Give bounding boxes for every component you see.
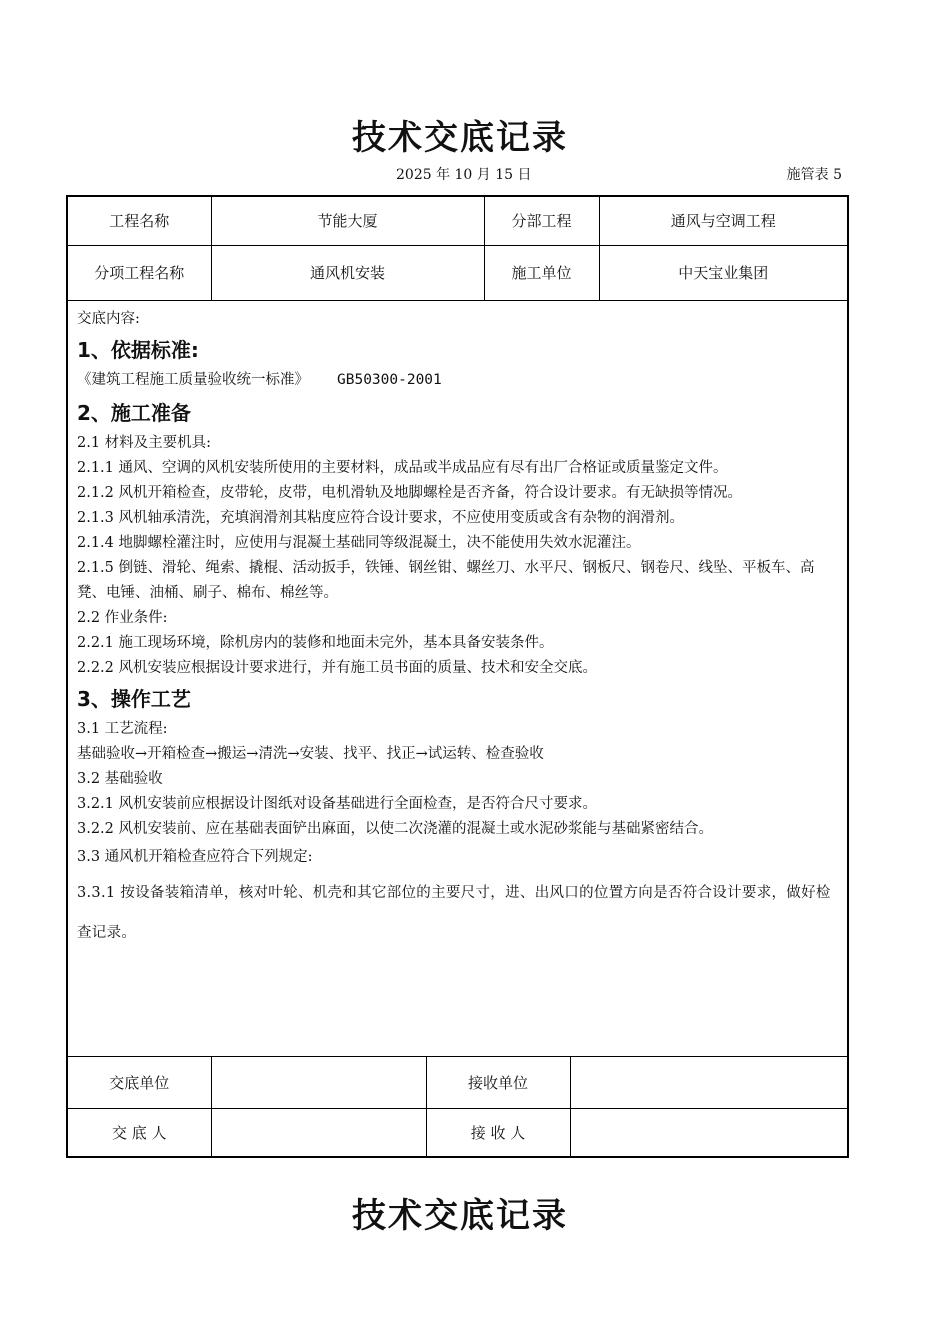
subitem-value: 通风机安装 (211, 245, 484, 300)
content-line: 3.2.1 风机安装前应根据设计图纸对设备基础进行全面检查，是否符合尺寸要求。 (77, 796, 598, 812)
division-value: 通风与空调工程 (599, 197, 847, 245)
content-line: 2.1.1 通风、空调的风机安装所使用的主要材料，成品或半成品应有尽有出厂合格证或质量鉴定文件。 (77, 460, 728, 476)
document-date: 2025 年 10 月 15 日 (396, 167, 532, 183)
next-page-title: 技术交底记录 (352, 1196, 568, 1236)
standard-code: GB50300-2001 (337, 372, 442, 388)
content-line: 2.1.4 地脚螺栓灌注时，应使用与混凝土基础同等级混凝土，决不能使用失效水泥灌注。 (77, 535, 641, 551)
issuer-unit-label: 交底单位 (68, 1057, 211, 1109)
content-line: 2.1.2 风机开箱检查，皮带轮，皮带，电机滑轨及地脚螺栓是否齐备，符合设计要求。有无缺损等情况。 (77, 485, 742, 501)
content-line: 2.1 材料及主要机具: (77, 435, 212, 451)
content-line: 基础验收→开箱检查→搬运→清洗→安装、找平、找正→试运转、检查验收 (77, 746, 544, 762)
briefing-content (68, 300, 847, 1056)
content-intro: 交底内容: (77, 311, 140, 327)
section-3-heading: 3、操作工艺 (77, 687, 191, 711)
receiver-unit-field[interactable] (570, 1057, 847, 1109)
receiver-unit-label: 接收单位 (426, 1057, 570, 1109)
issuer-person-label: 交 底 人 (68, 1109, 211, 1157)
receiver-person-field[interactable] (570, 1109, 847, 1157)
signature-table (68, 1056, 847, 1157)
signature-row (68, 1057, 847, 1109)
header-row (68, 197, 847, 245)
content-line: 2.1.5 倒链、滑轮、绳索、撬棍、活动扳手，铁锤、钢丝钳、螺丝刀、水平尺、钢板尺、钢卷尺、线坠、平板车、高凳、电锤、油桶、刷子、棉布、棉丝等。 (77, 560, 815, 601)
content-line: 3.3 通风机开箱检查应符合下列规定: (77, 849, 313, 865)
subitem-label: 分项工程名称 (68, 245, 211, 300)
record-form (66, 195, 849, 1158)
signature-row (68, 1109, 847, 1157)
content-line: 2.1.3 风机轴承清洗，充填润滑剂其粘度应符合设计要求，不应使用变质或含有杂物的润滑剂。 (77, 510, 684, 526)
receiver-person-label: 接 收 人 (426, 1109, 570, 1157)
issuer-person-field[interactable] (211, 1109, 426, 1157)
section-1-heading: 1、依据标准: (77, 338, 199, 362)
project-name-label: 工程名称 (68, 197, 211, 245)
contractor-label: 施工单位 (484, 245, 599, 300)
contractor-value: 中天宝业集团 (599, 245, 847, 300)
division-label: 分部工程 (484, 197, 599, 245)
section-2-heading: 2、施工准备 (77, 401, 191, 425)
issuer-unit-field[interactable] (211, 1057, 426, 1109)
content-line: 3.2 基础验收 (77, 771, 163, 787)
header-table (68, 197, 847, 301)
header-row (68, 245, 847, 300)
form-number: 施管表 5 (786, 167, 842, 183)
content-line: 2.2.1 施工现场环境，除机房内的装修和地面未完外，基本具备安装条件。 (77, 635, 554, 651)
content-line: 3.3.1 按设备装箱清单，核对叶轮、机壳和其它部位的主要尺寸，进、出风口的位置方向是否符合设计要求，做好检查记录。 (77, 885, 831, 941)
content-line: 2.2.2 风机安装应根据设计要求进行，并有施工员书面的质量、技术和安全交底。 (77, 660, 598, 676)
content-line: 2.2 作业条件: (77, 610, 168, 626)
standard-name: 《建筑工程施工质量验收统一标准》 (77, 372, 309, 388)
standard-reference (77, 368, 839, 393)
content-line: 3.2.2 风机安装前、应在基础表面铲出麻面，以使二次浇灌的混凝土或水泥砂浆能与基础紧密结合。 (77, 821, 713, 837)
content-line: 3.1 工艺流程: (77, 721, 168, 737)
project-name-value: 节能大厦 (211, 197, 484, 245)
document-title: 技术交底记录 (352, 118, 568, 158)
